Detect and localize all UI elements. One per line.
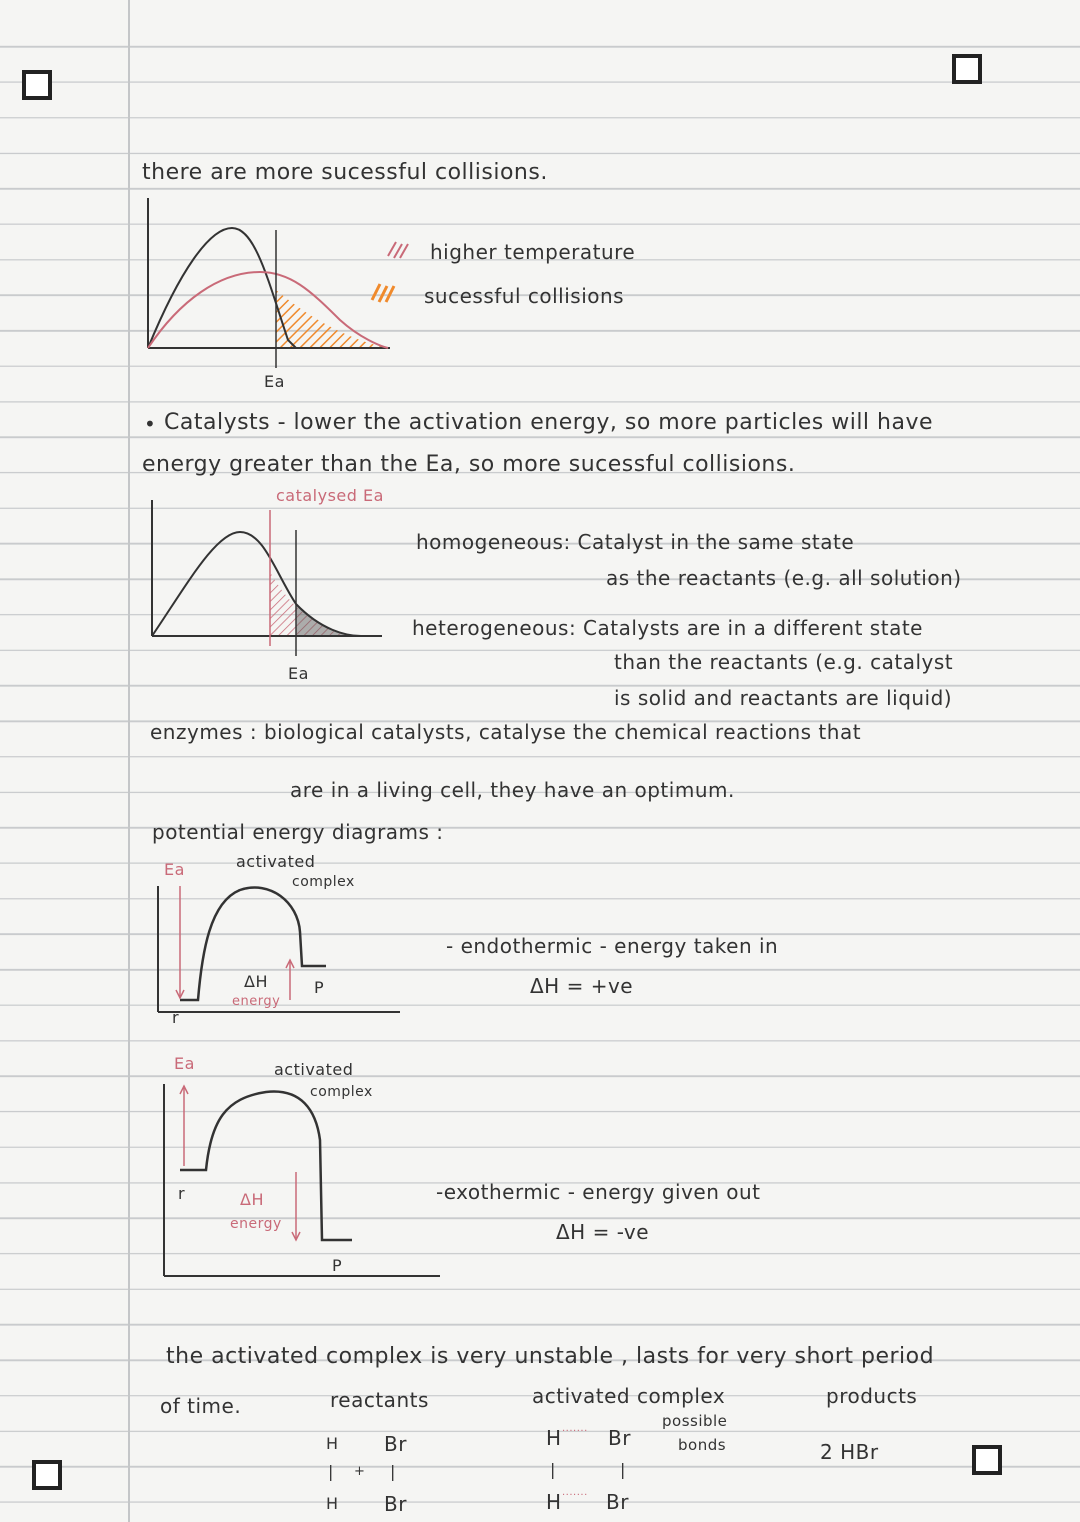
reactant-br-bottom: Br: [384, 1492, 407, 1516]
pe-heading: potential energy diagrams :: [152, 820, 444, 844]
enzymes-line-2: are in a living cell, they have an optimum.: [290, 778, 735, 802]
exo-dh-energy: energy: [230, 1216, 282, 1232]
reactant-h-bottom: H: [326, 1494, 339, 1513]
enzymes-line-1: enzymes : biological catalysts, catalyse the chemical reactions that: [150, 720, 862, 744]
complex-note-line-1: the activated complex is very unstable , lasts for very short period: [166, 1344, 935, 1369]
exo-product-label: P: [332, 1256, 343, 1275]
endothermic-equation: ΔH = +ve: [530, 974, 634, 998]
complex-dotted-top: ·······: [562, 1426, 588, 1437]
complex-bonds: bonds: [678, 1436, 727, 1454]
endo-activated-label: activated: [236, 852, 316, 871]
intro-line: there are more sucessful collisions.: [142, 160, 548, 185]
curve-high-temp: [148, 272, 388, 348]
reactant-br-top: Br: [384, 1432, 407, 1456]
complex-h-bottom: H: [546, 1490, 562, 1514]
exo-ea-label: Ea: [174, 1054, 195, 1073]
endo-dh-energy: energy: [232, 994, 281, 1009]
endothermic-description: - endothermic - energy taken in: [446, 934, 779, 958]
distribution-graph-catalysed: [146, 496, 396, 666]
exo-reactant-label: r: [178, 1184, 186, 1203]
curve-low-temp: [148, 228, 296, 348]
catalysts-line-2: energy greater than the Ea, so more sucessful collisions.: [142, 452, 796, 477]
legend-pink-marker: [386, 240, 414, 260]
corner-marker-bottom-right: [972, 1445, 1002, 1475]
graph1-ea-label: Ea: [264, 372, 285, 391]
distribution-graph-temperature: [140, 190, 400, 380]
homogeneous-line-2: as the reactants (e.g. all solution): [606, 566, 962, 590]
reactant-bond-left: |: [328, 1462, 334, 1481]
corner-marker-top-right: [952, 54, 982, 84]
complex-dotted-bottom: ·······: [562, 1490, 588, 1501]
corner-marker-top-left: [22, 70, 52, 100]
reactant-h-top: H: [326, 1434, 339, 1453]
legend-successful-collisions: sucessful collisions: [424, 284, 625, 308]
reactant-bond-right: |: [390, 1462, 396, 1481]
uncatalysed-area-hatch: [296, 604, 351, 636]
distribution-curve: [152, 532, 361, 636]
endo-product-label: P: [314, 978, 325, 997]
heterogeneous-line-1: heterogeneous: Catalysts are in a different state: [412, 616, 923, 640]
complex-h-top: H: [546, 1426, 562, 1450]
homogeneous-line-1: homogeneous: Catalyst in the same state: [416, 530, 855, 554]
exothermic-equation: ΔH = -ve: [556, 1220, 650, 1244]
legend-higher-temperature: higher temperature: [430, 240, 636, 264]
exo-activated-label: activated: [274, 1060, 354, 1079]
complex-br-bottom: Br: [606, 1490, 629, 1514]
endo-ea-label: Ea: [164, 860, 185, 879]
complex-br-top: Br: [608, 1426, 631, 1450]
reactants-heading: reactants: [330, 1388, 429, 1412]
complex-bond-left: |: [550, 1460, 556, 1479]
complex-possible: possible: [662, 1412, 728, 1430]
endo-complex-label: complex: [292, 874, 355, 890]
exo-complex-label: complex: [310, 1084, 373, 1100]
exothermic-description: -exothermic - energy given out: [436, 1180, 761, 1204]
heterogeneous-line-2: than the reactants (e.g. catalyst: [614, 650, 954, 674]
products-heading: products: [826, 1384, 918, 1408]
exothermic-diagram: [156, 1080, 446, 1280]
catalysed-ea-label: catalysed Ea: [276, 486, 384, 505]
complex-note-line-2: of time.: [160, 1394, 242, 1418]
bullet-dot: •: [144, 412, 157, 436]
exo-dh-label: ΔH: [240, 1190, 264, 1209]
corner-marker-bottom-left: [32, 1460, 62, 1490]
complex-bond-right: |: [620, 1460, 626, 1479]
endo-dh-label: ΔH: [244, 972, 268, 991]
product-2hbr: 2 HBr: [820, 1440, 879, 1464]
reactant-plus: +: [354, 1464, 366, 1479]
catalysts-line-1: Catalysts - lower the activation energy, so more particles will have: [164, 410, 934, 435]
graph2-ea-label: Ea: [288, 664, 309, 683]
margin-line: [128, 0, 130, 1522]
heterogeneous-line-3: is solid and reactants are liquid): [614, 686, 953, 710]
legend-orange-marker: [370, 282, 400, 304]
activated-complex-heading: activated complex: [532, 1384, 726, 1408]
endo-reactant-label: r: [172, 1008, 180, 1027]
